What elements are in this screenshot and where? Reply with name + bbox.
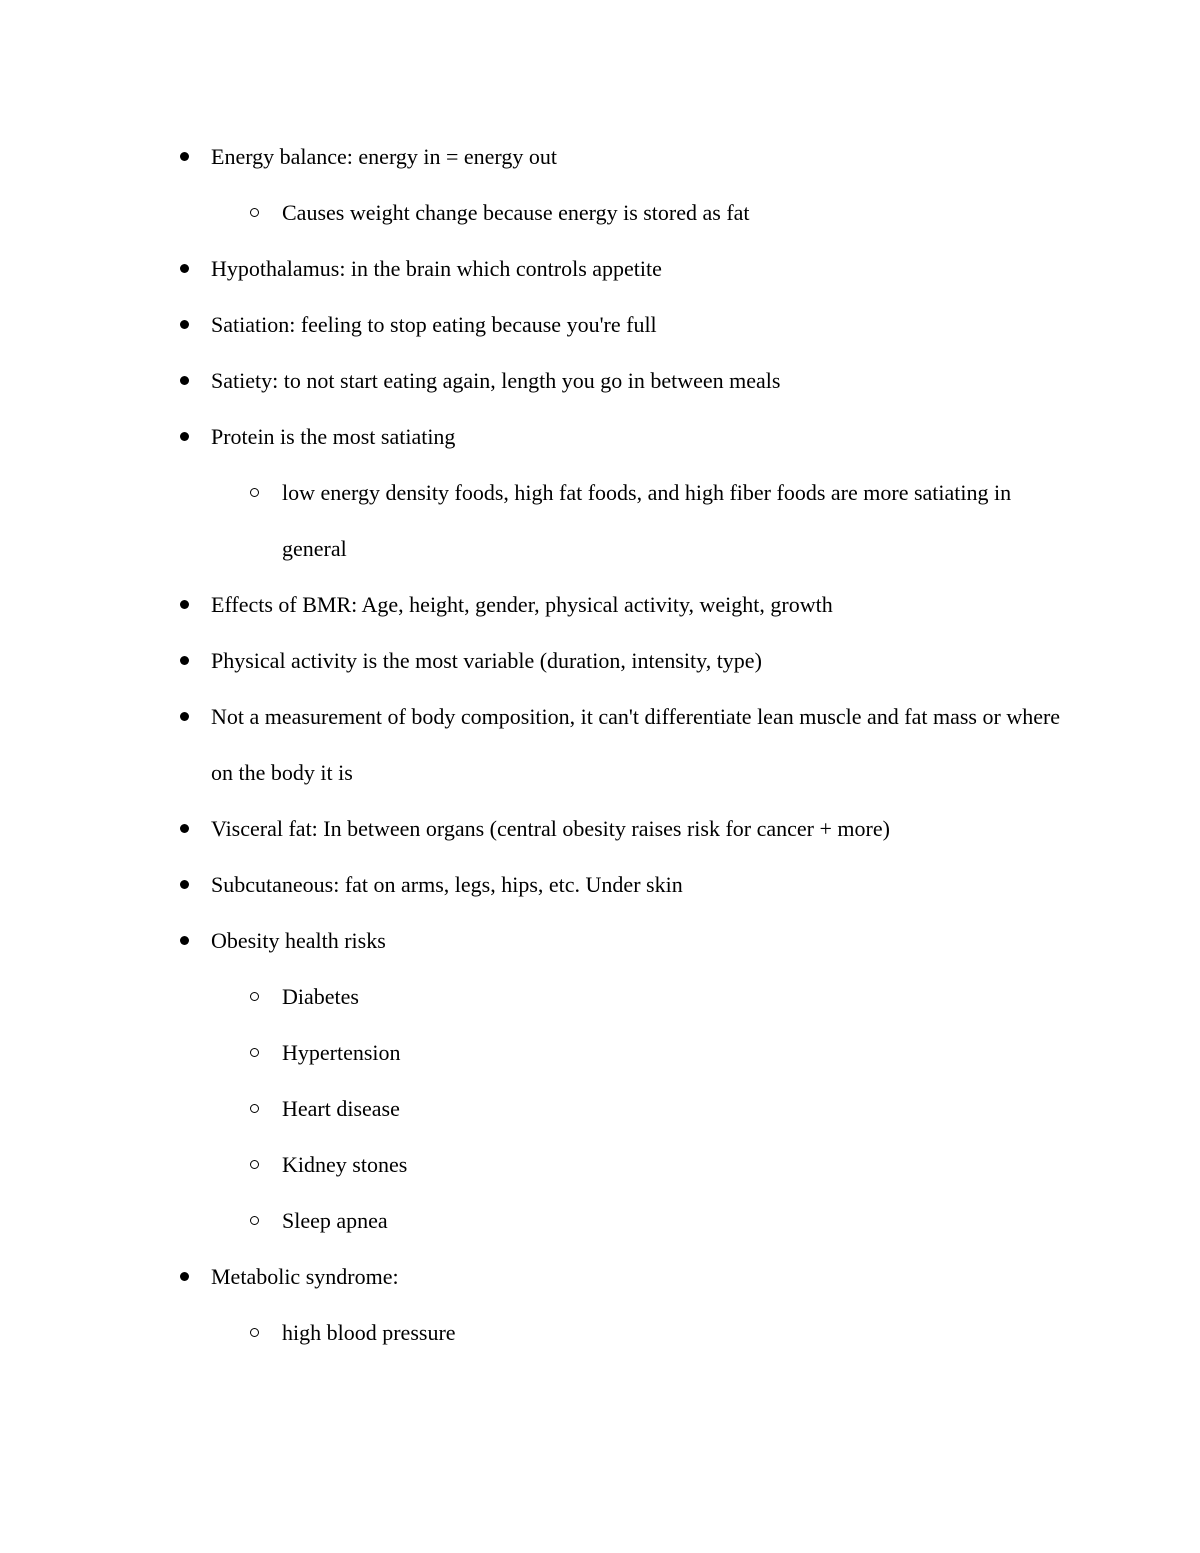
filled-bullet-icon [178, 633, 190, 689]
list-item-text: Subcutaneous: fat on arms, legs, hips, etc. Under skin [211, 872, 683, 897]
list-item-text: high blood pressure [282, 1320, 456, 1345]
notes-list [0, 129, 1200, 1361]
filled-bullet-icon [178, 1249, 190, 1305]
list-item-text: Metabolic syndrome: [211, 1264, 399, 1289]
list-item-text: Physical activity is the most variable (duration, intensity, type) [211, 648, 762, 673]
filled-bullet-icon [178, 577, 190, 633]
list-item [0, 689, 1071, 801]
list-item [0, 913, 1071, 969]
list-item-text: Diabetes [282, 984, 359, 1009]
list-item-text: Satiety: to not start eating again, length you go in between meals [211, 368, 781, 393]
list-item [0, 297, 1071, 353]
list-item-text: Effects of BMR: Age, height, gender, physical activity, weight, growth [211, 592, 833, 617]
filled-bullet-icon [178, 297, 190, 353]
hollow-bullet-icon [249, 1081, 261, 1137]
list-item-text: Heart disease [282, 1096, 400, 1121]
hollow-bullet-icon [249, 465, 261, 521]
sub-list-item [0, 1305, 1057, 1361]
sub-list-item [0, 1137, 1057, 1193]
filled-bullet-icon [178, 129, 190, 185]
filled-bullet-icon [178, 857, 190, 913]
list-item-text: Sleep apnea [282, 1208, 388, 1233]
sub-list-item [0, 969, 1057, 1025]
hollow-bullet-icon [249, 1305, 261, 1361]
filled-bullet-icon [178, 801, 190, 857]
list-item [0, 1249, 1071, 1305]
list-item [0, 409, 1071, 465]
list-item-text: Hypothalamus: in the brain which controls appetite [211, 256, 662, 281]
hollow-bullet-icon [249, 185, 261, 241]
list-item-text: Energy balance: energy in = energy out [211, 144, 557, 169]
filled-bullet-icon [178, 241, 190, 297]
sub-list-item [0, 1025, 1057, 1081]
list-item [0, 857, 1071, 913]
list-item-text: Satiation: feeling to stop eating because you're full [211, 312, 657, 337]
hollow-bullet-icon [249, 969, 261, 1025]
filled-bullet-icon [178, 913, 190, 969]
list-item [0, 577, 1071, 633]
hollow-bullet-icon [249, 1025, 261, 1081]
sub-list-item [0, 1081, 1057, 1137]
list-item [0, 801, 1071, 857]
list-item-text: Not a measurement of body composition, it can't differentiate lean muscle and fat mass or where on the body it is [211, 704, 1061, 785]
list-item-text: Visceral fat: In between organs (central obesity raises risk for cancer + more) [211, 816, 890, 841]
hollow-bullet-icon [249, 1137, 261, 1193]
list-item-text: Causes weight change because energy is stored as fat [282, 200, 750, 225]
list-item-text: Obesity health risks [211, 928, 386, 953]
sub-list-item [0, 1193, 1057, 1249]
list-item-text: Kidney stones [282, 1152, 408, 1177]
filled-bullet-icon [178, 353, 190, 409]
list-item [0, 353, 1071, 409]
list-item-text: Hypertension [282, 1040, 401, 1065]
hollow-bullet-icon [249, 1193, 261, 1249]
filled-bullet-icon [178, 689, 190, 745]
list-item-text: Protein is the most satiating [211, 424, 456, 449]
list-item [0, 241, 1071, 297]
list-item [0, 633, 1071, 689]
sub-list-item [0, 465, 1057, 577]
list-item [0, 129, 1071, 185]
list-item-text: low energy density foods, high fat foods, and high fiber foods are more satiating in general [282, 480, 1012, 561]
filled-bullet-icon [178, 409, 190, 465]
sub-list-item [0, 185, 1057, 241]
